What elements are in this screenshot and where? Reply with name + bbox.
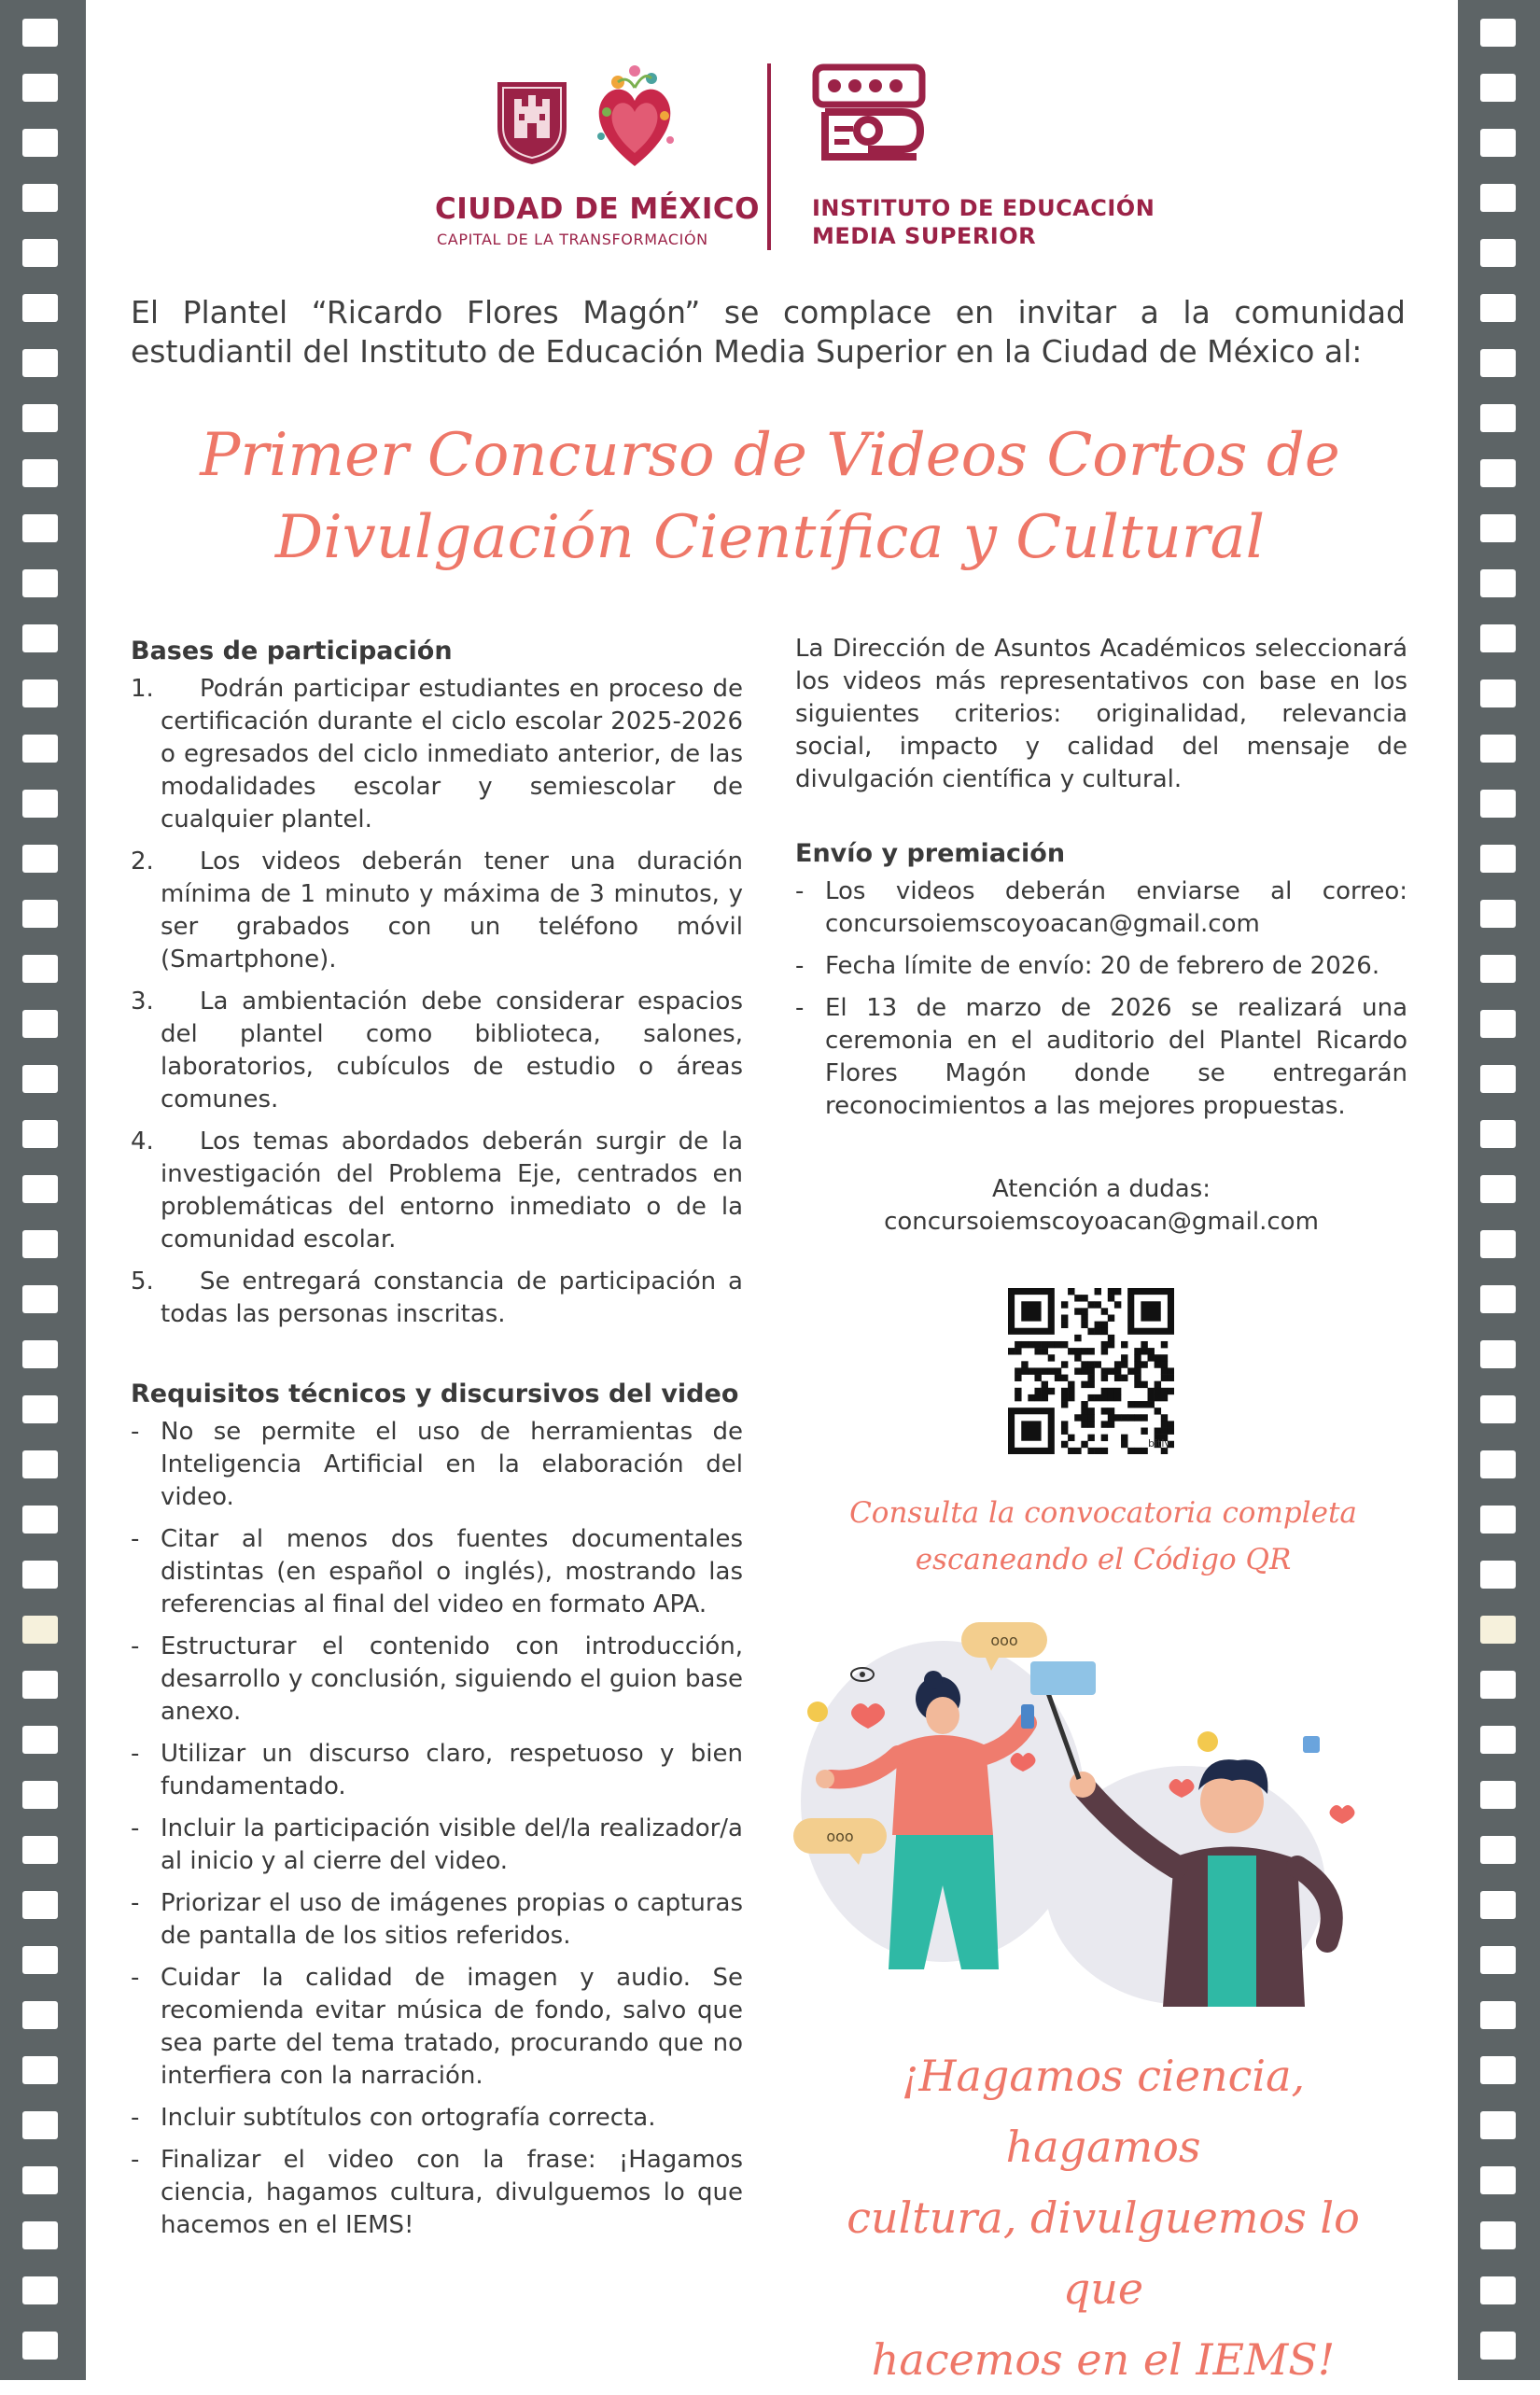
sprocket-hole <box>22 1506 58 1534</box>
contest-title <box>131 414 1409 579</box>
sprocket-hole <box>1480 679 1516 707</box>
sprocket-hole <box>1480 1561 1516 1589</box>
sprocket-hole <box>22 1836 58 1864</box>
sprocket-hole <box>22 2276 58 2304</box>
sprocket-hole <box>22 2056 58 2084</box>
qr-caption: bitly <box>1148 1437 1170 1450</box>
intro-line-2: estudiantil del Instituto de Educación Media Superior en la Ciudad de México al: <box>131 333 1363 370</box>
selfie-video-illustration <box>793 1615 1409 2007</box>
bases-item-text: Podrán participar estudiantes en proceso de certificación durante el ciclo escolar 2025-2026 o egresados del ciclo inmediato anterior, de las modalidades escolar y semiescolar de cualquier plantel. <box>161 675 743 833</box>
bases-item <box>131 846 743 976</box>
consulta-line-2: escaneando el Código QR <box>915 1543 1292 1576</box>
sprocket-hole <box>1480 1726 1516 1754</box>
sprocket-hole <box>22 1891 58 1919</box>
consulta-line-1: Consulta la convocatoria completa <box>849 1496 1357 1530</box>
sprocket-hole <box>1480 790 1516 818</box>
sprocket-hole <box>1480 2111 1516 2139</box>
sprocket-hole <box>22 1340 58 1368</box>
sprocket-hole <box>22 1120 58 1148</box>
bases-item-text: La ambientación debe considerar espacios del plantel como biblioteca, salones, laboratorios, cubículos de estudio o áreas comunes. <box>161 987 743 1113</box>
sprocket-hole <box>22 294 58 322</box>
consulta-text <box>805 1490 1402 1583</box>
sprocket-hole <box>22 129 58 157</box>
cdmx-shield-logo <box>494 78 570 166</box>
requisito-item: - Incluir subtítulos con ortografía correcta. <box>131 2104 656 2132</box>
header-divider <box>767 63 771 250</box>
sprocket-hole <box>1480 514 1516 542</box>
film-strip-left <box>0 0 86 2380</box>
sprocket-hole <box>1480 294 1516 322</box>
right-column <box>795 633 1407 1239</box>
sprocket-hole <box>1480 735 1516 763</box>
bases-item-number: 2. <box>131 847 154 875</box>
requisitos-list <box>131 1416 743 2242</box>
sprocket-hole <box>22 239 58 267</box>
sprocket-hole <box>22 1285 58 1313</box>
qr-code[interactable] <box>1008 1288 1174 1454</box>
bases-item-text: Los temas abordados deberán surgir de la investigación del Problema Eje, centrados en problemáticas del entorno inmediato o de la comunidad escolar. <box>161 1127 743 1254</box>
sprocket-hole <box>22 679 58 707</box>
bases-item-number: 4. <box>131 1127 154 1155</box>
sprocket-hole <box>1480 1616 1516 1644</box>
slogan-line-3: hacemos en el IEMS! <box>871 2334 1336 2385</box>
sprocket-hole <box>1480 2056 1516 2084</box>
sprocket-hole <box>22 1065 58 1093</box>
sprocket-hole <box>1480 74 1516 102</box>
bases-item-number: 3. <box>131 987 154 1015</box>
envio-list <box>795 875 1407 1123</box>
requisito-item: - Cuidar la calidad de imagen y audio. Se recomienda evitar música de fondo, salvo que sea parte del tema tratado, procurando que no interfiera con la narración. <box>131 1964 743 2090</box>
sprocket-hole <box>1480 1175 1516 1203</box>
sprocket-hole <box>22 1395 58 1423</box>
iems-name-line2: MEDIA SUPERIOR <box>812 223 1037 249</box>
sprocket-hole <box>22 1450 58 1478</box>
sprocket-hole <box>22 624 58 652</box>
sprocket-hole <box>1480 2332 1516 2360</box>
sprocket-hole <box>1480 459 1516 487</box>
sprocket-hole <box>1480 1891 1516 1919</box>
sprocket-hole <box>22 2111 58 2139</box>
cdmx-heart-logo <box>590 62 679 175</box>
sprocket-hole <box>22 1010 58 1038</box>
intro-paragraph <box>131 293 1406 371</box>
sprocket-hole <box>22 569 58 597</box>
title-line-2: Divulgación Científica y Cultural <box>274 503 1266 572</box>
sprocket-hole <box>22 900 58 928</box>
envio-heading: Envío y premiación <box>795 839 1066 868</box>
bases-item <box>131 1126 743 1256</box>
sprocket-hole <box>1480 1340 1516 1368</box>
requisito-item: - Utilizar un discurso claro, respetuoso y bien fundamentado. <box>131 1740 743 1800</box>
sprocket-hole <box>1480 955 1516 983</box>
envio-item: - El 13 de marzo de 2026 se realizará una ceremonia en el auditorio del Plantel Ricardo Flores Magón donde se entregarán reconocimientos a las mejores propuestas. <box>795 994 1407 1120</box>
sprocket-hole <box>22 1616 58 1644</box>
sprocket-hole <box>1480 184 1516 212</box>
sprocket-hole <box>22 459 58 487</box>
bases-item-text: Se entregará constancia de participación a todas las personas inscritas. <box>161 1268 743 1328</box>
requisito-item: - Incluir la participación visible del/la realizador/a al inicio y al cierre del video. <box>131 1814 743 1875</box>
sprocket-hole <box>1480 1065 1516 1093</box>
left-column <box>131 635 743 2251</box>
sprocket-hole <box>22 404 58 432</box>
bases-heading: Bases de participación <box>131 637 453 665</box>
bases-item-text: Los videos deberán tener una duración mínima de 1 minuto y máxima de 3 minutos, y ser grabados con un teléfono móvil (Smartphone). <box>161 847 743 973</box>
iems-name-line1: INSTITUTO DE EDUCACIÓN <box>812 195 1155 221</box>
dudas-label: Atención a dudas: <box>991 1175 1211 1203</box>
svg-text:ooo: ooo <box>826 1828 854 1845</box>
sprocket-hole <box>1480 239 1516 267</box>
seleccion-paragraph: La Dirección de Asuntos Académicos seleccionará los videos más representativos con base en los siguientes criterios: originalidad, relevancia social, impacto y calidad del mensaje de divulgación científica y cultural. <box>795 635 1407 793</box>
sprocket-hole <box>1480 404 1516 432</box>
bases-item <box>131 986 743 1116</box>
sprocket-hole <box>1480 2221 1516 2249</box>
sprocket-hole <box>1480 845 1516 873</box>
sprocket-hole <box>1480 2166 1516 2194</box>
requisito-item: - Finalizar el video con la frase: ¡Hagamos ciencia, hagamos cultura, divulguemos lo que hacemos en el IEMS! <box>131 2146 743 2239</box>
iems-name <box>812 194 1155 250</box>
sprocket-hole <box>22 349 58 377</box>
sprocket-hole <box>22 2166 58 2194</box>
cdmx-subtitle: CAPITAL DE LA TRANSFORMACIÓN <box>437 231 708 248</box>
sprocket-hole <box>22 184 58 212</box>
sprocket-hole <box>22 1781 58 1809</box>
sprocket-hole <box>22 1946 58 1974</box>
sprocket-hole <box>1480 1285 1516 1313</box>
sprocket-hole <box>22 2221 58 2249</box>
sprocket-hole <box>1480 129 1516 157</box>
envio-item: - Los videos deberán enviarse al correo: concursoiemscoyoacan@gmail.com <box>795 877 1407 938</box>
dudas-email[interactable]: concursoiemscoyoacan@gmail.com <box>884 1208 1319 1236</box>
slogan <box>805 2040 1402 2395</box>
sprocket-hole <box>22 74 58 102</box>
sprocket-hole <box>1480 1836 1516 1864</box>
sprocket-hole <box>22 1561 58 1589</box>
bases-item <box>131 673 743 836</box>
sprocket-hole <box>1480 900 1516 928</box>
sprocket-hole <box>1480 569 1516 597</box>
requisito-item: - Estructurar el contenido con introducción, desarrollo y conclusión, siguiendo el guion base anexo. <box>131 1632 743 1726</box>
sprocket-hole <box>22 514 58 542</box>
sprocket-hole <box>22 735 58 763</box>
sprocket-hole <box>1480 1450 1516 1478</box>
film-strip-right <box>1458 0 1540 2380</box>
requisito-item: - Priorizar el uso de imágenes propias o capturas de pantalla de los sitios referidos. <box>131 1889 743 1950</box>
sprocket-hole <box>22 2332 58 2360</box>
sprocket-hole <box>1480 1230 1516 1258</box>
cdmx-name: CIUDAD DE MÉXICO <box>435 192 760 226</box>
bases-item-number: 1. <box>131 675 154 703</box>
sprocket-hole <box>1480 1120 1516 1148</box>
sprocket-hole <box>1480 2276 1516 2304</box>
sprocket-hole <box>1480 1506 1516 1534</box>
sprocket-hole <box>1480 2001 1516 2029</box>
sprocket-hole <box>22 955 58 983</box>
bases-item-number: 5. <box>131 1268 154 1296</box>
requisito-item: - No se permite el uso de herramientas de Inteligencia Artificial en la elaboración del video. <box>131 1418 743 1511</box>
sprocket-hole <box>22 790 58 818</box>
sprocket-hole <box>1480 624 1516 652</box>
iems-logo <box>812 63 926 174</box>
slogan-line-2: cultura, divulguemos lo que <box>847 2192 1360 2314</box>
bases-list <box>131 673 743 1331</box>
sprocket-hole <box>1480 1395 1516 1423</box>
sprocket-hole <box>22 1230 58 1258</box>
slogan-line-1: ¡Hagamos ciencia, hagamos <box>901 2051 1306 2172</box>
sprocket-hole <box>1480 1781 1516 1809</box>
sprocket-hole <box>1480 1010 1516 1038</box>
sprocket-hole <box>22 2001 58 2029</box>
sprocket-hole <box>22 845 58 873</box>
requisitos-heading: Requisitos técnicos y discursivos del video <box>131 1380 739 1408</box>
sprocket-hole <box>1480 1946 1516 1974</box>
sprocket-hole <box>22 1726 58 1754</box>
title-line-1: Primer Concurso de Videos Cortos de <box>200 421 1340 490</box>
sprocket-hole <box>22 1671 58 1699</box>
intro-line-1: El Plantel “Ricardo Flores Magón” se complace en invitar a la comunidad <box>131 294 1406 330</box>
sprocket-hole <box>22 19 58 47</box>
sprocket-hole <box>1480 349 1516 377</box>
svg-text:ooo: ooo <box>990 1632 1018 1649</box>
sprocket-hole <box>1480 1671 1516 1699</box>
bases-item <box>131 1266 743 1331</box>
envio-item: - Fecha límite de envío: 20 de febrero de 2026. <box>795 952 1380 980</box>
requisito-item: - Citar al menos dos fuentes documentales distintas (en español o inglés), mostrando las referencias al final del video en formato APA. <box>131 1525 743 1618</box>
sprocket-hole <box>22 1175 58 1203</box>
sprocket-hole <box>1480 19 1516 47</box>
